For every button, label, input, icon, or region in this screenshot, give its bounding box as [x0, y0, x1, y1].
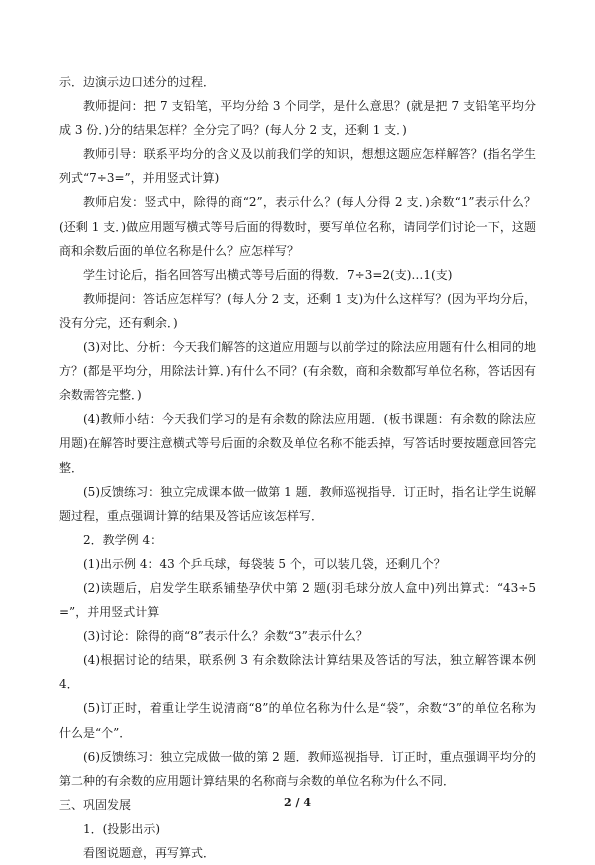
- paragraph-teacher-summary: (4)教师小结：今天我们学习的是有余数的除法应用题．(板书课题：有余数的除法应用题)在解答时要注意横式等号后面的余数及单位名称不能丢掉，写答话时要按题意回答完整．: [59, 412, 536, 475]
- page-number: 2 / 4: [284, 796, 311, 809]
- paragraph-continuation: 示．边演示边口述分的过程．: [59, 75, 216, 89]
- document-body: [59, 70, 536, 865]
- paragraph-answer-question: 教师提问：答话应怎样写？(每人分 2 支，还剩 1 支)为什么这样写？(因为平均分后，没有分完，还有剩余．): [59, 291, 536, 330]
- paragraph-read-problem: (2)读题后，启发学生联系铺垫孕伏中第 2 题(羽毛球分放人盒中)列出算式：“43÷5=”，并用竖式计算: [59, 580, 536, 620]
- paragraph-solve-example-4: (4)根据讨论的结果，联系例 3 有余数除法计算结果及答话的写法，独立解答课本例 4．: [59, 653, 536, 692]
- paragraph-feedback-practice-2: (6)反馈练习：独立完成做一做的第 2 题．教师巡视指导．订正时，重点强调平均分的第二种的有余数的应用题计算结果的名称商与余数的单位名称为什么不同．: [59, 749, 536, 788]
- paragraph-teacher-inspiration: 教师启发：竖式中，除得的商“2”，表示什么？(每人分得 2 支．)余数“1”表示什么？(还剩 1 支．)做应用题写横式等号后面的得数时，要写单位名称，请同学们讨论一下，这题商和余数后面的单位名称是什么？应怎样写？: [59, 195, 536, 258]
- paragraph-student-discussion: 学生讨论后，指名回答写出横式等号后面的得数．7÷3=2(支)…1(支): [83, 267, 453, 282]
- section-heading-consolidate: 三、巩固发展: [59, 797, 132, 812]
- paragraph-teacher-guidance: 教师引导：联系平均分的含义及以前我们学的知识，想想这题应怎样解答？(指名学生列式“7÷3=”，并用竖式计算): [59, 147, 536, 186]
- paragraph-show-example-4: (1)出示例 4：43 个乒乓球，每袋装 5 个，可以装几袋，还剩几个？: [83, 556, 446, 571]
- paragraph-projection: 1．(投影出示): [83, 821, 160, 836]
- paragraph-feedback-practice-1: (5)反馈练习：独立完成课本做一做第 1 题．教师巡视指导．订正时，指名让学生说解题过程，重点强调计算的结果及答话应该怎样写．: [59, 484, 536, 523]
- paragraph-correction: (5)订正时，着重让学生说清商“8”的单位名称为什么是“袋”，余数“3”的单位名称为什么是“个”．: [59, 701, 536, 740]
- paragraph-teacher-question: 教师提问：把 7 支铅笔，平均分给 3 个同学，是什么意思？(就是把 7 支铅笔平均分成 3 份．)分的结果怎样？全分完了吗？(每人分 2 支，还剩 1 支．): [59, 99, 536, 138]
- paragraph-example-4-heading: 2．教学例 4：: [83, 532, 163, 547]
- paragraph-compare-analyze: (3)对比、分析：今天我们解答的这道应用题与以前学过的除法应用题有什么相同的地方？(都是平均分，用除法计算．)有什么不同？(有余数，商和余数都写单位名称，答话因有余数需答完整．): [59, 340, 536, 403]
- paragraph-discussion: (3)讨论：除得的商“8”表示什么？余数“3”表示什么？: [83, 629, 368, 644]
- paragraph-look-at-picture: 看图说题意，再写算式．: [83, 846, 216, 860]
